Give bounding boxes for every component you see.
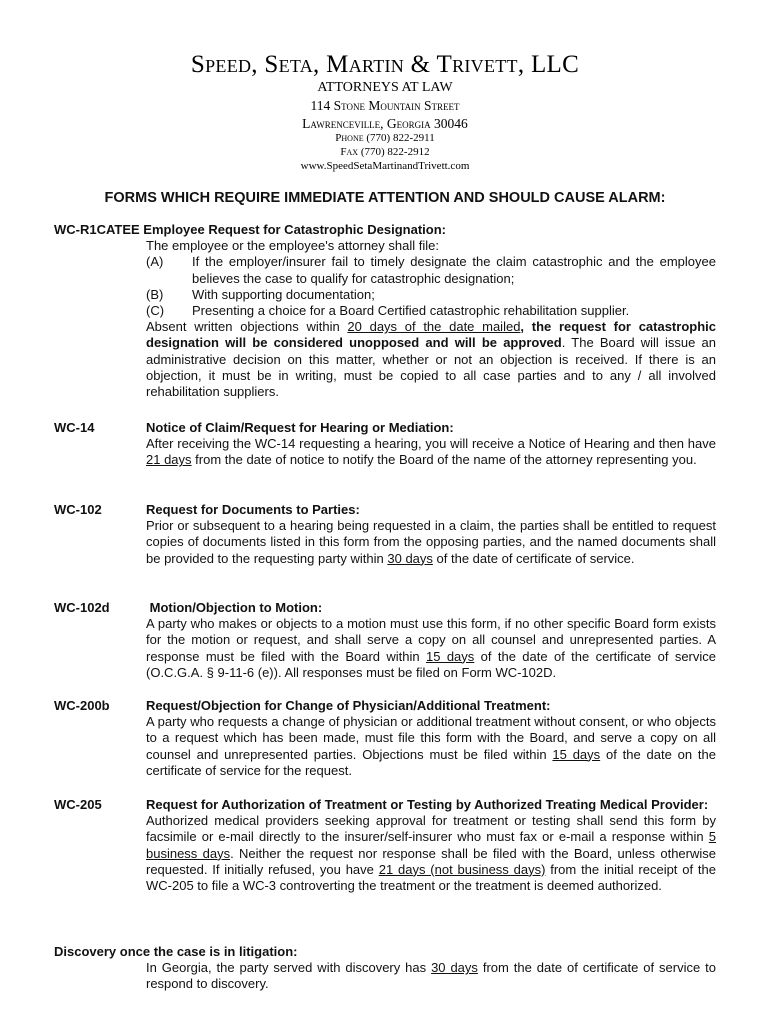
firm-name: Speed, Seta, Martin & Trivett, LLC bbox=[190, 51, 580, 78]
section-body bbox=[146, 238, 716, 400]
section-wc-200b bbox=[54, 698, 716, 779]
deadline: 30 days bbox=[387, 550, 433, 566]
deadline: 20 days of the date mailed bbox=[347, 319, 521, 335]
intro-text: The employee or the employee's attorney shall file: bbox=[146, 238, 439, 254]
website[interactable]: www.SpeedSetaMartinandTrivett.com bbox=[300, 160, 470, 172]
form-code: WC-205 bbox=[54, 797, 102, 812]
section-title: WC-R1CATEE Employee Request for Catastrophic Designation: bbox=[54, 222, 446, 237]
section-wc-205 bbox=[54, 797, 716, 894]
section-wc-r1catee bbox=[54, 222, 716, 400]
paragraph: Absent written objections within 20 days of the date mailed, the request for catastrophic designation will be considered unopposed and will be approved. The Board will issue an administrative decision on this matter, whether or not an objection is received. If there is an objection, it must be in writing, must be copied to all case parties and to any / all involved rehabilitation suppliers. bbox=[146, 319, 717, 400]
list-item: (C) Presenting a choice for a Board Certified catastrophic rehabilitation supplier. bbox=[146, 303, 630, 319]
deadline: 15 days bbox=[426, 648, 475, 664]
deadline: 5 business days bbox=[146, 829, 716, 861]
fax-number: Fax (770) 822-2912 bbox=[340, 146, 430, 158]
street-address: 114 Stone Mountain Street bbox=[310, 98, 460, 113]
section-body: A party who requests a change of physician or additional treatment without consent, or who objects to a request which has been made, must file this form with the Board, and serve a copy on all counsel and unrepresented parties. Objections must be filed within 15 days of the date on the certificate of service for the request. bbox=[146, 714, 716, 778]
section-wc-102d bbox=[54, 600, 716, 681]
section-title: Motion/Objection to Motion: bbox=[146, 600, 323, 615]
page-heading: FORMS WHICH REQUIRE IMMEDIATE ATTENTION AND SHOULD CAUSE ALARM: bbox=[104, 190, 666, 206]
section-title: Discovery once the case is in litigation: bbox=[54, 944, 298, 959]
section-title: Notice of Claim/Request for Hearing or Mediation: bbox=[146, 420, 454, 435]
section-title: Request/Objection for Change of Physician/Additional Treatment: bbox=[146, 698, 551, 713]
form-code: WC-200b bbox=[54, 698, 110, 713]
section-body: After receiving the WC-14 requesting a hearing, you will receive a Notice of Hearing and then have 21 days from the date of notice to notify the Board of the name of the attorney representing you. bbox=[146, 436, 716, 468]
list-item: (A) If the employer/insurer fail to timely designate the claim catastrophic and the employee believes the case to qualify for catastrophic designation; bbox=[146, 254, 716, 286]
section-title: Request for Authorization of Treatment or Testing by Authorized Treating Medical Provider: bbox=[146, 797, 709, 812]
form-code: WC-102 bbox=[54, 502, 102, 517]
section-wc-102 bbox=[54, 502, 716, 567]
section-discovery bbox=[54, 944, 716, 993]
list-item: (B) With supporting documentation; bbox=[146, 286, 375, 302]
section-wc-14 bbox=[54, 420, 716, 469]
section-title: Request for Documents to Parties: bbox=[146, 502, 360, 517]
form-code: WC-14 bbox=[54, 420, 95, 435]
attorneys-at-law: ATTORNEYS AT LAW bbox=[317, 80, 453, 95]
section-body: A party who makes or objects to a motion must use this form, if no other specific Board form exists for the motion or request, and shall serve a copy on all counsel and unrepresented parties. A response must be filed with the Board within 15 days of the date of the certificate of service (O.C.G.A. § 9-11-6 (e)). All responses must be filed on Form WC-102D. bbox=[146, 616, 716, 680]
section-body: Authorized medical providers seeking approval for treatment or testing shall send this form by facsimile or e-mail directly to the insurer/self-insurer who must fax or e-mail a response within 5 business days. Neither the request nor response shall be filed with the Board, unless otherwise requested. If initially refused, you have 21 days (not business days) from the initial receipt of the WC-205 to file a WC-3 controverting the treatment or the treatment is deemed authorized. bbox=[146, 813, 716, 894]
section-body: In Georgia, the party served with discovery has 30 days from the date of certificate of service to respond to discovery. bbox=[146, 960, 716, 992]
city-state-zip: Lawrenceville, Georgia 30046 bbox=[302, 116, 468, 131]
form-code: WC-102d bbox=[54, 600, 110, 615]
deadline: 30 days bbox=[431, 960, 478, 976]
approval-note: , the request for catastrophic designation will be considered unopposed and will be approved bbox=[146, 319, 716, 351]
phone-number: Phone (770) 822-2911 bbox=[335, 132, 435, 144]
deadline: 15 days bbox=[552, 746, 601, 762]
deadline: 21 days bbox=[146, 452, 192, 468]
deadline: 21 days (not business days) bbox=[378, 861, 546, 877]
section-body: Prior or subsequent to a hearing being requested in a claim, the parties shall be entitled to request copies of documents listed in this form from the opposing parties, and the named documents shall be provided to the requesting party within 30 days of the date of certificate of service. bbox=[146, 518, 716, 566]
